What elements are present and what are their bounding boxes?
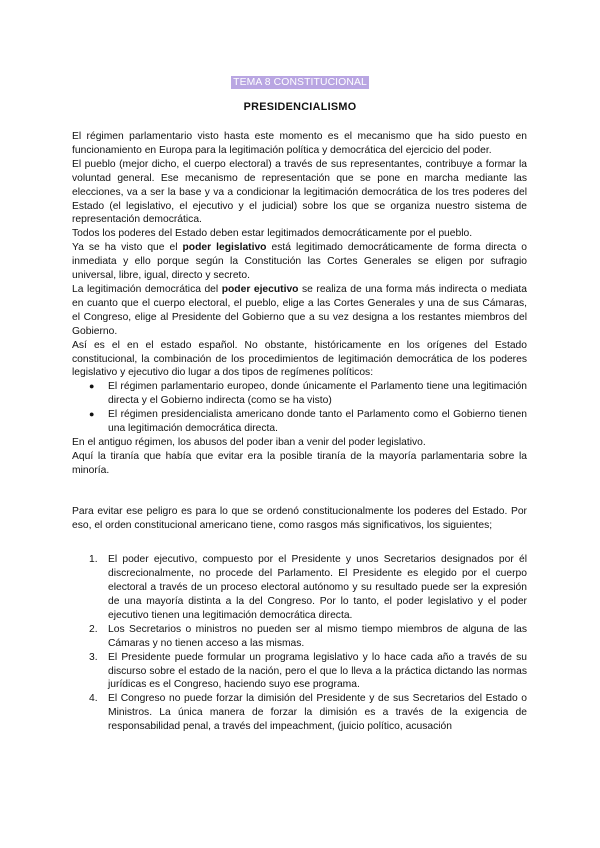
- paragraph-3: Todos los poderes del Estado deben estar legitimados democráticamente por el pueblo.: [72, 228, 473, 240]
- paragraph-2: El pueblo (mejor dicho, el cuerpo electoral) a través de sus representantes, contribuye a formar la voluntad general. Ese mecanismo de representación que se pone en marcha mediante las elecciones, va a ser la base y va a condicionar la legitimación democrática de los tres poderes del Estado (el legislativo, el ejecutivo y el judicial) sobre los que se organiza nuestro sistema de representación democrática.: [72, 158, 527, 226]
- paragraph-8: Aquí la tiranía que había que evitar era la posible tiranía de la mayoría parlamentaria sobre la minoría.: [72, 450, 527, 476]
- bullet-list: [72, 380, 527, 436]
- item-text: El poder ejecutivo, compuesto por el Presidente y unos Secretarios designados por él discrecionalmente, no procede del Parlamento. El Presidente es elegido por el cuerpo electoral a través de un proceso electoral autónomo y su resultado puede ser la expresión de una mayoría distinta a la del Congreso. Por lo tanto, el poder legislativo y el poder ejecutivo tienen una legitimación democrática directa.: [108, 554, 527, 621]
- paragraph-9: Para evitar ese peligro es para lo que se ordenó constitucionalmente los poderes del Estado. Por eso, el orden constitucional americano tiene, como rasgos más significativos, los siguientes;: [72, 506, 527, 532]
- numbered-item: [72, 623, 527, 651]
- item-text: Los Secretarios o ministros no pueden ser al mismo tiempo miembros de alguna de las Cámaras y no tienen acceso a las mismas.: [108, 623, 527, 649]
- paragraph-5-pre: La legitimación democrática del: [72, 283, 222, 295]
- paragraph-5-post: se realiza de una forma más indirecta o mediata en cuanto que el cuerpo electoral, el pueblo, elige a las Cortes Generales y una de sus Cámaras, el Congreso, elige al Presidente del Gobierno que a su vez designa a los restantes miembros del Gobierno.: [72, 283, 528, 337]
- bullet-text: El régimen parlamentario europeo, donde únicamente el Parlamento tiene una legitimación directa y el Gobierno indirecta (como se ha visto): [108, 381, 527, 407]
- item-text: El Presidente puede formular un programa legislativo y lo hace cada año a través de su discurso sobre el estado de la nación, pero el que lo lleva a la práctica dictando las normas jurídicas es el Congreso, haciendo suyo ese programa.: [108, 651, 527, 691]
- topic-tag: TEMA 8 CONSTITUCIONAL: [233, 77, 367, 88]
- numbered-list: [72, 553, 527, 734]
- bullet-item: [72, 380, 527, 408]
- paragraph-7: En el antiguo régimen, los abusos del poder iban a venir del poder legislativo.: [72, 436, 426, 448]
- paragraph-5-bold: poder ejecutivo: [221, 283, 299, 295]
- paragraph-4-pre: Ya se ha visto que el: [72, 242, 183, 254]
- numbered-item: [72, 553, 527, 623]
- paragraph-4-bold: poder legislativo: [182, 242, 267, 254]
- paragraph-4-post: está legitimado democráticamente de forma directa o inmediata y ello porque según la Constitución las Cortes Generales se eligen por sufragio universal, libre, igual, directo y secreto.: [72, 242, 527, 282]
- bullet-text: El régimen presidencialista americano donde tanto el Parlamento como el Gobierno tienen una legitimación democrática directa.: [108, 409, 527, 435]
- paragraph-4: [72, 241, 527, 283]
- bullet-icon: ●: [89, 381, 95, 392]
- item-number: 2.: [89, 623, 98, 635]
- bullet-item: [72, 408, 527, 436]
- paragraph-6: Así es el en el estado español. No obstante, históricamente en los orígenes del Estado constitucional, la combinación de los procedimientos de legitimación democrática de los poderes legislativo y ejecutivo dio lugar a dos tipos de regímenes políticos:: [72, 339, 527, 379]
- numbered-item: [72, 692, 527, 734]
- item-number: 4.: [89, 693, 98, 705]
- paragraph-5: [72, 283, 527, 339]
- bullet-icon: ●: [89, 409, 95, 420]
- document-body: [72, 130, 527, 734]
- item-number: 3.: [89, 651, 98, 663]
- paragraph-1: El régimen parlamentario visto hasta este momento es el mecanismo que ha sido puesto en funcionamiento en Europa para la legitimación política y democrática del ejercicio del poder.: [72, 131, 527, 156]
- document-title: PRESIDENCIALISMO: [243, 101, 357, 113]
- item-text: El Congreso no puede forzar la dimisión del Presidente y de sus Secretarios del Estado o Ministros. La única manera de forzar la dimisión es a través de la exigencia de responsabilidad penal, a través del impeachment, (juicio político, acusación: [108, 693, 527, 733]
- item-number: 1.: [89, 554, 98, 566]
- topic-tag-wrapper: [0, 72, 600, 90]
- numbered-item: [72, 651, 527, 693]
